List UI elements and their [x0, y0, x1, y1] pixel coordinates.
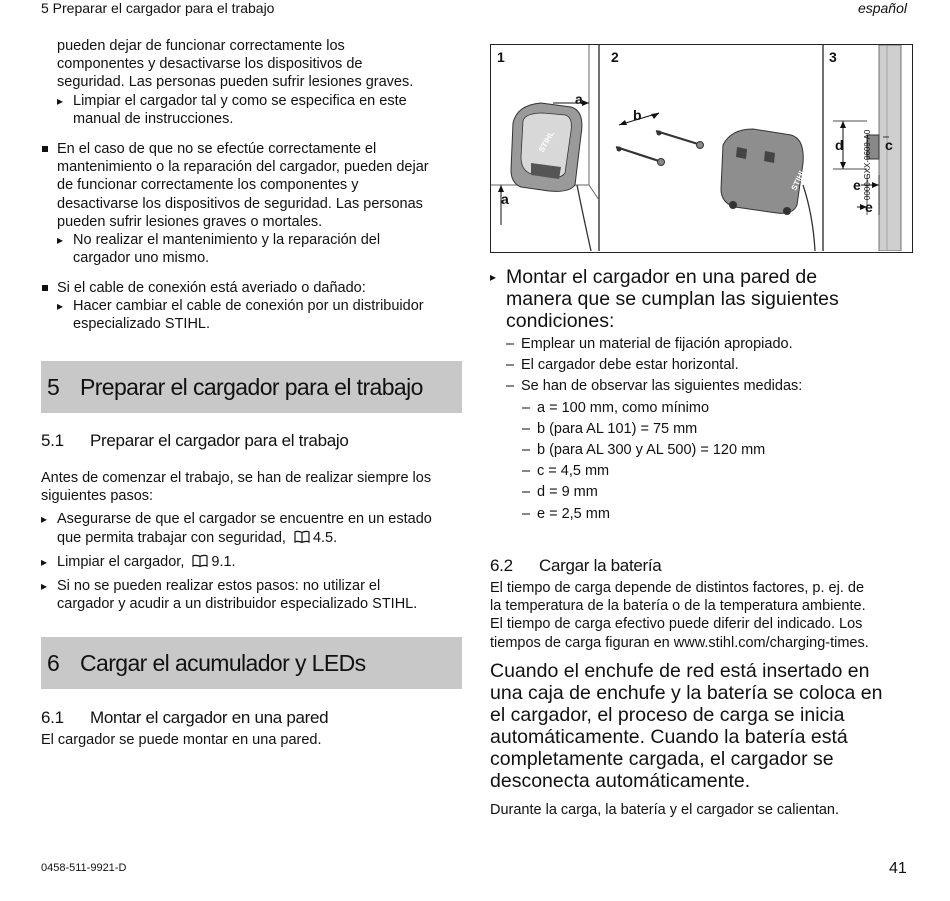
measure-item: – c = 4,5 mm [490, 461, 910, 482]
subsection-heading-6-2: 6.2 Cargar la batería [490, 556, 662, 575]
brand-logo: STIHL [536, 129, 557, 154]
dimension-label-a: a [575, 91, 583, 107]
wall-mount-figure [490, 44, 913, 253]
section-6-2-body: El tiempo de carga depende de distintos factores, p. ej. de la temperatura de la batería o de la temperatura ambiente. El tiempo de carga efectivo puede diferir del indicado. Los tiempos de carga figuran en www.stihl.com/charging-times. [490, 580, 869, 651]
measure-item: – d = 9 mm [490, 482, 910, 503]
running-header: 5 Preparar el cargador para el trabajo [41, 0, 275, 16]
dimension-label-b: b [633, 107, 642, 123]
dimension-label-d: d [835, 137, 844, 153]
dimension-label-e: e [865, 199, 873, 215]
section-5-1-body: Antes de comenzar el trabajo, se han de realizar siempre los siguientes pasos: ▸ Asegurarse de que el cargador se encuentre en un estado que permita trabajar con seguridad, 4.5. ▸ Limpiar el cargador, 9.1. ▸ Si no se pueden realizar estos pasos: no utilizar el cargador y acudir a un distribuidor especializado STIHL. [41, 469, 466, 613]
condition-item: – Emplear un material de fijación apropiado. [490, 334, 910, 355]
condition-item: – Se han de observar las siguientes medidas: [490, 376, 910, 397]
dimension-label-c: c [885, 137, 893, 153]
dimension-label-a: a [501, 191, 509, 207]
instruction-step: ▸ Limpiar el cargador tal y como se especifica en este manual de instrucciones. [41, 92, 466, 128]
dimension-label-e: e [853, 177, 861, 193]
instruction-step: ▸ Asegurarse de que el cargador se encuentre en un estado que permita trabajar con seguridad, 4.5. [41, 510, 466, 548]
panel-label: 3 [829, 49, 837, 65]
book-icon [192, 554, 208, 573]
book-icon [294, 530, 310, 549]
instruction-step: ▸ Si no se pueden realizar estos pasos: no utilizar el cargador y acudir a un distribuidor especializado STIHL. [41, 577, 466, 613]
brand-logo: STIHL [789, 167, 808, 192]
language-label: español [857, 0, 907, 16]
warning-continuation: pueden dejar de funcionar correctamente los componentes y desactivarse los dispositivos de seguridad. Las personas pueden sufrir lesiones graves. ▸ Limpiar el cargador tal y como se especifica en este manual de instrucciones. [41, 37, 466, 128]
mount-conditions [490, 334, 910, 525]
instruction-step: ▸ Hacer cambiar el cable de conexión por un distribuidor especializado STIHL. [41, 297, 466, 333]
measure-item: – e = 2,5 mm [490, 504, 910, 525]
section-heading-5: 5 Preparar el cargador para el trabajo [41, 361, 462, 413]
instruction-step: ▸ No realizar el mantenimiento y la reparación del cargador uno mismo. [41, 231, 466, 267]
measure-item: – b (para AL 101) = 75 mm [490, 419, 910, 440]
section-heading-6: 6 Cargar el acumulador y LEDs [41, 637, 462, 689]
figure-code: 0000-GXX-0609-A0 [863, 129, 872, 200]
condition-item: – El cargador debe estar horizontal. [490, 355, 910, 376]
mount-instruction [490, 266, 910, 332]
measure-item: – b (para AL 300 y AL 500) = 120 mm [490, 440, 910, 461]
section-6-1-body: El cargador se puede montar en una pared. [41, 732, 322, 748]
instruction-step: ▸ Limpiar el cargador, 9.1. [41, 553, 466, 573]
measure-item: – a = 100 mm, como mínimo [490, 398, 910, 419]
mounting-illustration [491, 45, 911, 251]
page-number: 41 [889, 860, 907, 877]
subsection-heading-5-1: 5.1 Preparar el cargador para el trabajo [41, 431, 349, 450]
document-code: 0458-511-9921-D [41, 862, 127, 874]
bullet-item: En el caso de que no se efectúe correctamente el mantenimiento o la reparación del cargador, pueden dejar de funcionar correctamente los componentes y desactivarse los dispositivos de seguridad. Las personas pueden sufrir lesiones graves o mortales. [41, 140, 466, 231]
charging-heat-note: Durante la carga, la batería y el cargador se calientan. [490, 802, 840, 818]
warning-maintenance [41, 140, 466, 267]
charging-info: Cuando el enchufe de red está insertado en una caja de enchufe y la batería se coloca en el cargador, el proceso de carga se inicia automáticamente. Cuando la batería está completamente cargada, el cargador se desconecta automáticamente. [490, 660, 883, 792]
panel-label: 2 [611, 49, 619, 65]
panel-label: 1 [497, 49, 505, 65]
subsection-heading-6-1: 6.1 Montar el cargador en una pared [41, 708, 329, 727]
warning-cable [41, 279, 466, 334]
instruction-step: ▸ Montar el cargador en una pared de manera que se cumplan las siguientes condiciones: [490, 266, 910, 332]
bullet-item: Si el cable de conexión está averiado o dañado: [41, 279, 466, 297]
